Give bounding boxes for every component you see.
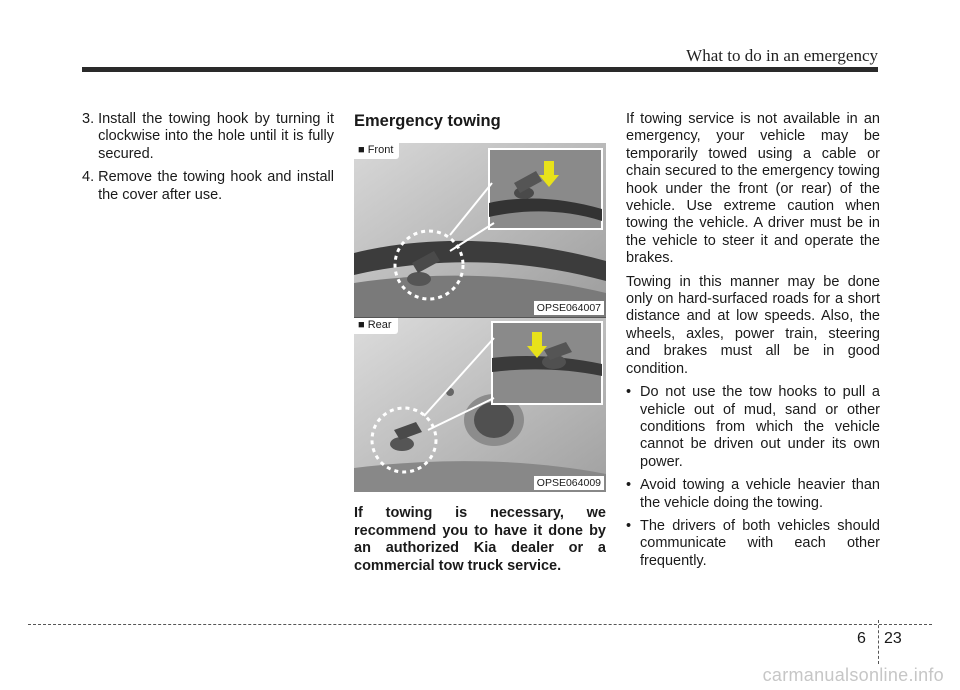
- bullet-icon: •: [626, 477, 632, 494]
- chapter-number: 6: [857, 630, 866, 647]
- section-header-title: What to do in an emergency: [686, 46, 878, 65]
- bullet-item: [626, 384, 880, 471]
- footer-rule: [28, 624, 932, 625]
- front-bumper-illustration: [354, 143, 606, 317]
- figure-label-rear: ■ Rear: [354, 318, 398, 334]
- step-text: Remove the towing hook and install the cover after use.: [98, 169, 334, 203]
- bullet-text: The drivers of both vehicles should communicate with each other frequently.: [640, 517, 880, 569]
- footer-divider: [878, 620, 879, 664]
- step-text: Install the towing hook by turning it clockwise into the hole until it is fully secured.: [98, 111, 334, 162]
- left-column: [82, 111, 334, 210]
- caution-bullets: [626, 384, 880, 570]
- paragraph: Towing in this manner may be done only on hard-surfaced roads for a short distance and at low speeds. Also, the wheels, axles, power train, steering and brakes must all be in good condition.: [626, 273, 880, 377]
- bullet-text: Avoid towing a vehicle heavier than the vehicle doing the towing.: [640, 477, 880, 511]
- figure-code: OPSE064009: [534, 476, 604, 490]
- towing-recommendation: If towing is necessary, we recommend you to have it done by an authorized Kia dealer or a commercial tow truck service.: [354, 505, 606, 574]
- paragraph: If towing service is not available in an emergency, your vehicle may be temporarily towed using a cable or chain secured to the emergency towing hook under the front (or rear) of the vehicle. Use extreme caution when towing the vehicle. A driver must be in the vehicle to steer it and operate the brakes.: [626, 111, 880, 267]
- step-number: 3.: [82, 111, 95, 127]
- right-column: [626, 111, 880, 576]
- watermark: carmanualsonline.info: [762, 665, 944, 685]
- step-number: 4.: [82, 169, 95, 186]
- rear-bumper-illustration: [354, 318, 606, 492]
- step-item: [82, 111, 334, 163]
- bullet-item: [626, 477, 880, 512]
- figure-label-front: ■ Front: [354, 143, 399, 159]
- header-rule: [82, 67, 878, 72]
- section-heading: Emergency towing: [354, 112, 501, 130]
- step-item: [82, 169, 334, 204]
- front-tow-hook-figure: [354, 143, 606, 317]
- bullet-text: Do not use the tow hooks to pull a vehicle out of mud, sand or other conditions from which the vehicle cannot be driven out under its own power.: [640, 384, 880, 470]
- bullet-icon: •: [626, 517, 632, 534]
- figure-code: OPSE064007: [534, 301, 604, 315]
- middle-column: [354, 111, 606, 575]
- page-number: 23: [884, 630, 902, 647]
- rear-tow-hook-figure: [354, 318, 606, 492]
- bullet-item: [626, 518, 880, 570]
- instruction-steps: [82, 111, 334, 204]
- bullet-icon: •: [626, 384, 632, 401]
